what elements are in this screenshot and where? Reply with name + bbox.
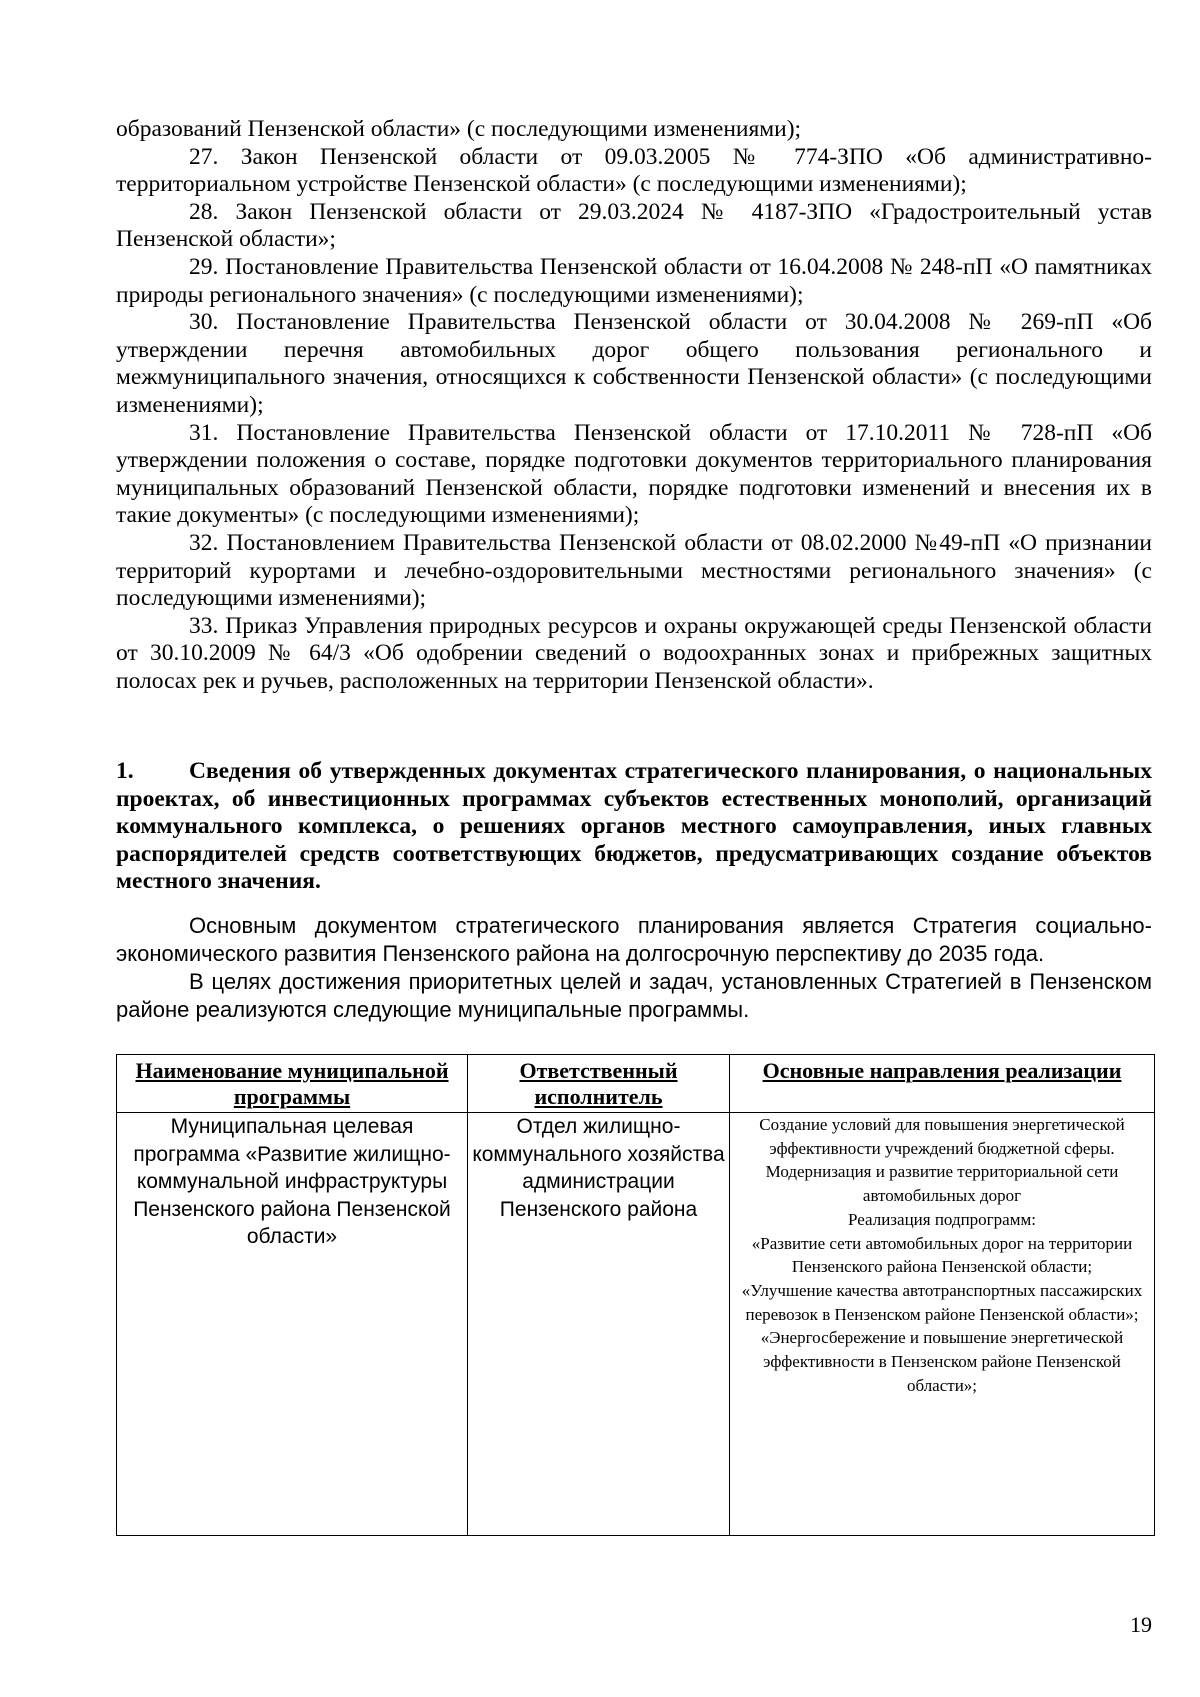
- intro-text: [116, 912, 1152, 1024]
- program-name-cell: Муниципальная целевая программа «Развитие жилищно-коммунальной инфраструктуры Пензенского района Пензенской области»: [117, 1113, 468, 1536]
- direction-item: «Улучшение качества автотранспортных пассажирских перевозок в Пензенском районе Пензенской области»;: [741, 1280, 1143, 1324]
- section-title: Сведения об утвержденных документах стратегического планирования, о национальных проектах, об инвестиционных программах субъектов естественных монополий, организаций коммунального комплекса, о решениях органов местного самоуправления, иных главных распорядителей средств соответствующих бюджетов, предусматривающих создание объектов местного значения.: [116, 758, 1152, 895]
- paragraph: Основным документом стратегического планирования является Стратегия социально-экономического развития Пензенского района на долгосрочную перспективу до 2035 года.: [116, 913, 1152, 966]
- column-header-directions: Основные направления реализации: [730, 1055, 1155, 1113]
- section-number: 1.: [116, 758, 134, 784]
- column-header-name: Наименование муниципальной программы: [117, 1055, 468, 1113]
- direction-item: Модернизация и развитие территориальной сети автомобильных дорог: [765, 1162, 1119, 1206]
- paragraph: В целях достижения приоритетных целей и задач, установленных Стратегией в Пензенском районе реализуются следующие муниципальные программы.: [116, 969, 1152, 1022]
- legal-acts-list: [116, 116, 1152, 695]
- list-item: 28. Закон Пензенской области от 29.03.2024 № 4187-ЗПО «Градостроительный устав Пензенской области»;: [116, 198, 1152, 253]
- list-item: 33. Приказ Управления природных ресурсов и охраны окружающей среды Пензенской области от 30.10.2009 № 64/3 «Об одобрении сведений о водоохранных зонах и прибрежных защитных полосах рек и ручьев, расположенных на территории Пензенской области».: [116, 612, 1152, 694]
- executor-cell: Отдел жилищно-коммунального хозяйства администрации Пензенского района: [468, 1113, 730, 1536]
- directions-cell: [730, 1113, 1155, 1536]
- list-item: 29. Постановление Правительства Пензенской области от 16.04.2008 № 248-пП «О памятниках природы регионального значения» (с последующими изменениями);: [116, 253, 1152, 308]
- programs-table: [116, 1054, 1155, 1536]
- column-header-executor: Ответственный исполнитель: [468, 1055, 730, 1113]
- list-item: 30. Постановление Правительства Пензенской области от 30.04.2008 № 269-пП «Об утверждении перечня автомобильных дорог общего пользования регионального и межмуниципального значения, относящихся к собственности Пензенской области» (с последующими изменениями);: [116, 309, 1152, 418]
- list-item: образований Пензенской области» (с последующими изменениями);: [116, 116, 802, 142]
- list-item: 27. Закон Пензенской области от 09.03.2005 № 774-ЗПО «Об административно-территориальном устройстве Пензенской области» (с последующими изменениями);: [116, 143, 1152, 198]
- table-row: [117, 1113, 1155, 1536]
- list-item: 32. Постановлением Правительства Пензенской области от 08.02.2000 №49-пП «О признании территорий курортами и лечебно-оздоровительными местностями регионального значения» (с последующими изменениями);: [116, 529, 1152, 612]
- list-item: 31. Постановление Правительства Пензенской области от 17.10.2011 № 728-пП «Об утверждении положения о составе, порядке подготовки документов территориального планирования муниципальных образований Пензенской области, порядке подготовки изменений и внесения их в такие документы» (с последующими изменениями);: [116, 419, 1152, 529]
- direction-item: «Развитие сети автомобильных дорог на территории Пензенского района Пензенской области;: [751, 1233, 1133, 1277]
- page-number: 19: [1130, 1612, 1152, 1637]
- direction-item: Создание условий для повышения энергетической эффективности учреждений бюджетной сферы.: [759, 1115, 1125, 1158]
- section-heading: [116, 758, 1152, 896]
- table-header-row: [117, 1055, 1155, 1113]
- direction-item: Реализация подпрограмм:: [848, 1209, 1036, 1229]
- direction-item: «Энергосбережение и повышение энергетической эффективности в Пензенском районе Пензенской области»;: [760, 1328, 1124, 1395]
